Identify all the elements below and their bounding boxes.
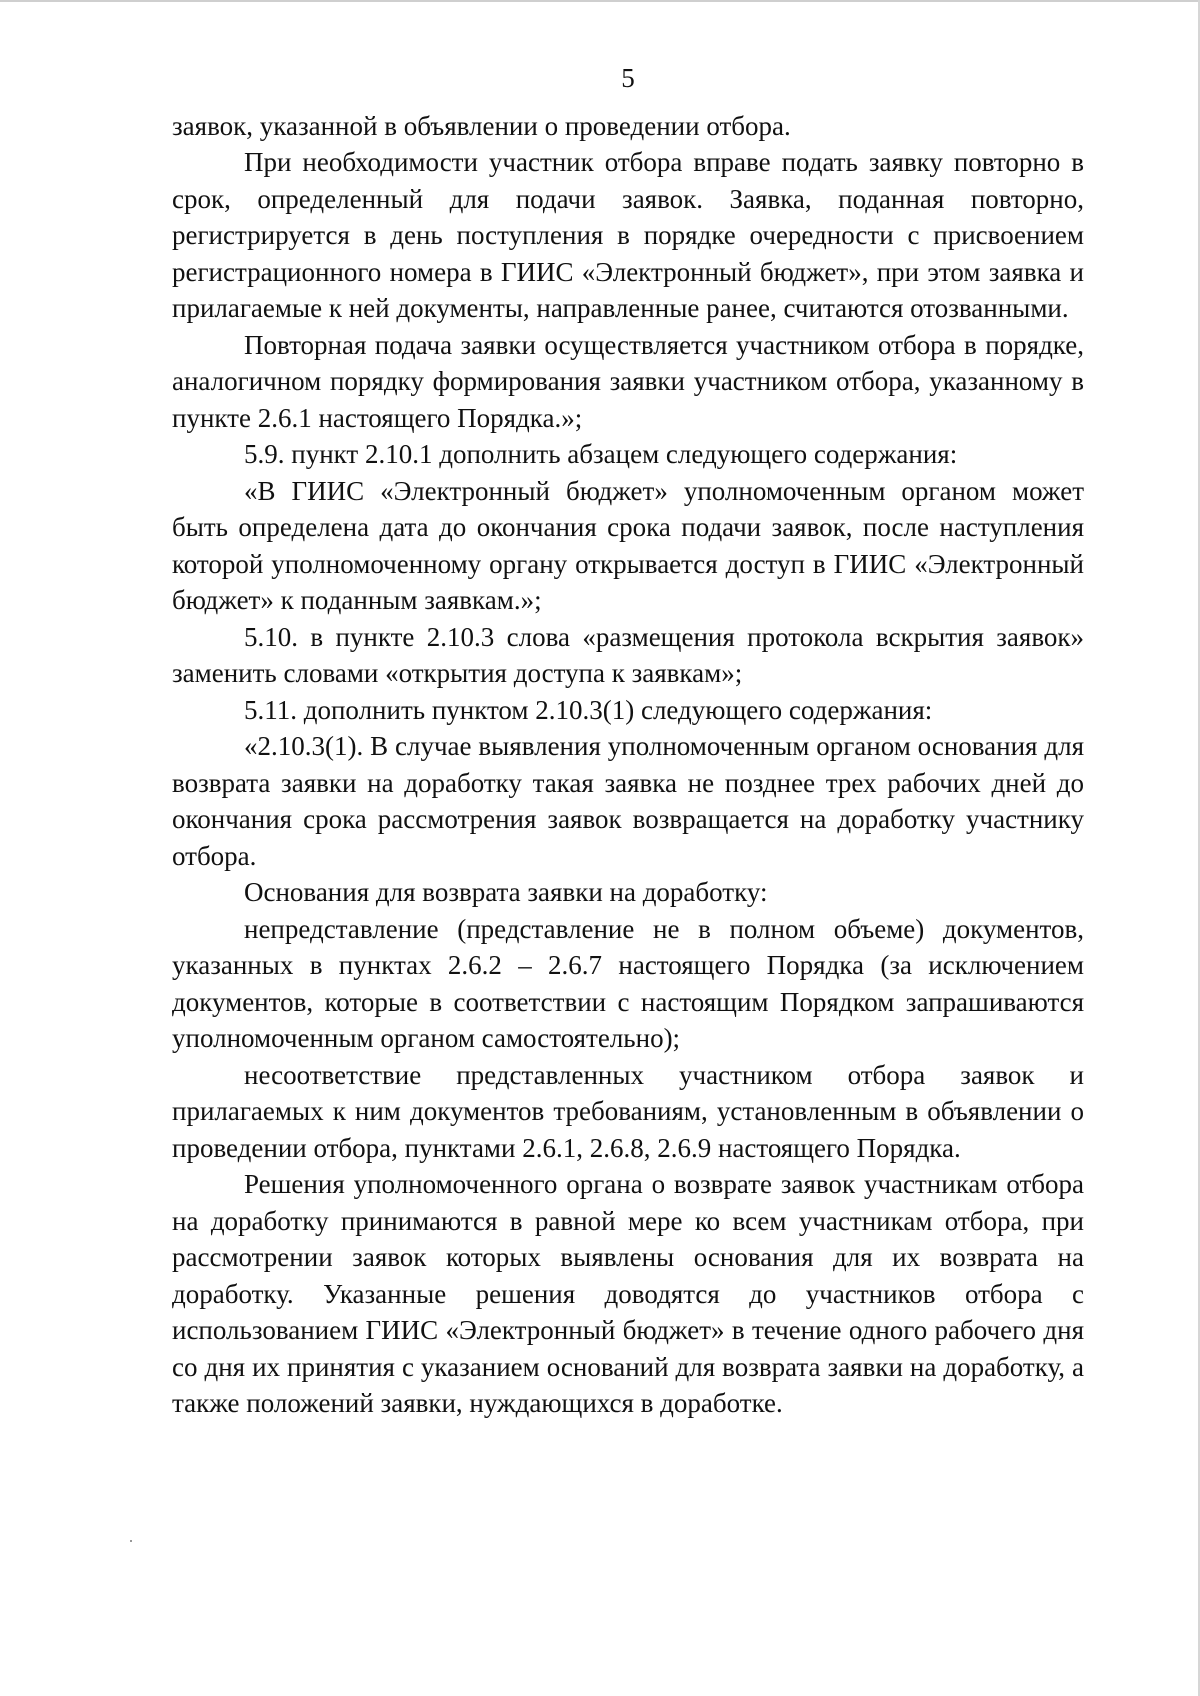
document-body bbox=[172, 108, 1084, 1422]
paragraph: Повторная подача заявки осуществляется участником отбора в порядке, аналогичном порядку формирования заявки участником отбора, указанному в пункте 2.6.1 настоящего Порядка.»; bbox=[172, 329, 1084, 433]
paragraph: «В ГИИС «Электронный бюджет» уполномоченным органом может быть определена дата до окончания срока подачи заявок, после наступления которой уполномоченному органу открывается доступ в ГИИС «Электронный бюджет» к поданным заявкам.»; bbox=[172, 475, 1084, 615]
paragraph: Основания для возврата заявки на доработку: bbox=[244, 877, 768, 907]
paragraph: «2.10.3(1). В случае выявления уполномоченным органом основания для возврата заявки на доработку такая заявка не позднее трех рабочих дней до окончания срока рассмотрения заявок возвращается на доработку участнику отбора. bbox=[172, 731, 1084, 871]
scan-speck bbox=[130, 1540, 132, 1542]
paragraph: 5.9. пункт 2.10.1 дополнить абзацем следующего содержания: bbox=[244, 439, 958, 469]
paragraph: Решения уполномоченного органа о возврате заявок участникам отбора на доработку принимаются в равной мере ко всем участникам отбора, при рассмотрении заявок которых выявлены основания для их возврата на доработку. Указанные решения доводятся до участников отбора с использованием ГИИС «Электронный бюджет» в течение одного рабочего дня со дня их принятия с указанием оснований для возврата заявки на доработку, а также положений заявки, нуждающихся в доработке. bbox=[172, 1169, 1084, 1418]
paragraph: заявок, указанной в объявлении о проведении отбора. bbox=[172, 110, 791, 141]
paragraph: 5.10. в пункте 2.10.3 слова «размещения протокола вскрытия заявок» заменить словами «открытия доступа к заявкам»; bbox=[172, 621, 1084, 688]
paragraph: непредставление (представление не в полном объеме) документов, указанных в пунктах 2.6.2 – 2.6.7 настоящего Порядка (за исключением документов, которые в соответствии с настоящим Порядком запрашиваются уполномоченным органом самостоятельно); bbox=[172, 913, 1084, 1053]
paragraph: несоответствие представленных участником отбора заявок и прилагаемых к ним документов требованиям, установленным в объявлении о проведении отбора, пунктами 2.6.1, 2.6.8, 2.6.9 настоящего Порядка. bbox=[172, 1059, 1084, 1163]
paragraph: При необходимости участник отбора вправе подать заявку повторно в срок, определенный для подачи заявок. Заявка, поданная повторно, регистрируется в день поступления в порядке очередности с присвоением регистрационного номера в ГИИС «Электронный бюджет», при этом заявка и прилагаемые к ней документы, направленные ранее, считаются отозванными. bbox=[172, 147, 1084, 323]
page-number: 5 bbox=[621, 63, 635, 93]
paragraph: 5.11. дополнить пунктом 2.10.3(1) следующего содержания: bbox=[244, 694, 933, 725]
scan-edge-top bbox=[0, 0, 1200, 2]
document-page bbox=[172, 60, 1084, 1422]
